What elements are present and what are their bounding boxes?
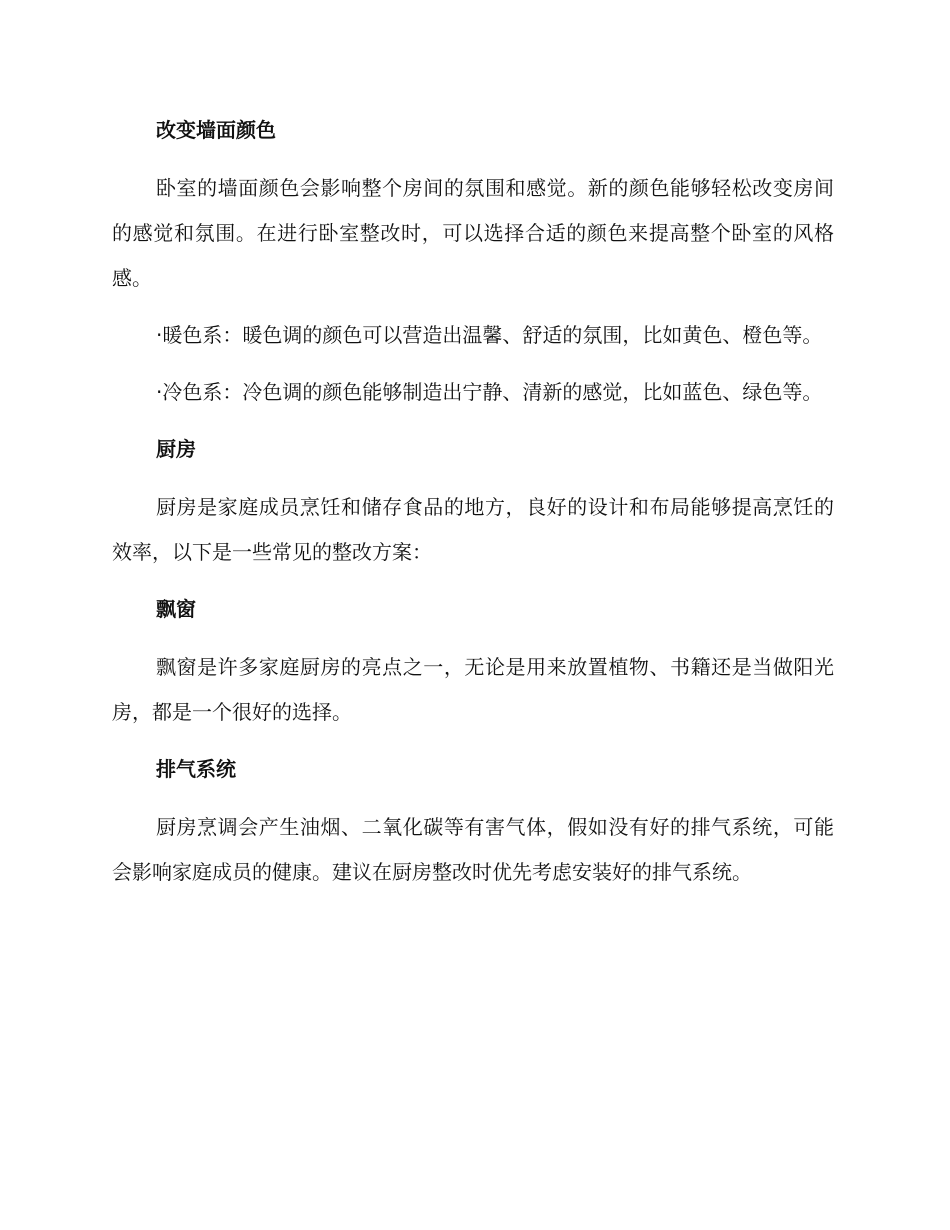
bullet-item-warm-colors (112, 313, 834, 358)
section-paragraph-wall-color: 卧室的墙面颜色会影响整个房间的氛围和感觉。新的颜色能够轻松改变房间的感觉和氛围。在进行卧室整改时，可以选择合适的颜色来提高整个卧室的风格感。 (112, 176, 834, 290)
section-paragraph-bay-window: 飘窗是许多家庭厨房的亮点之一，无论是用来放置植物、书籍还是当做阳光房，都是一个很好的选择。 (112, 655, 834, 724)
section-paragraph-exhaust-system: 厨房烹调会产生油烟、二氧化碳等有害气体，假如没有好的排气系统，可能会影响家庭成员的健康。建议在厨房整改时优先考虑安装好的排气系统。 (112, 815, 834, 884)
bullet-marker: · (156, 323, 163, 347)
document-body (112, 108, 834, 907)
section-paragraph-kitchen: 厨房是家庭成员烹饪和储存食品的地方，良好的设计和布局能够提高烹饪的效率，以下是一些常见的整改方案： (112, 495, 834, 564)
bullet-item-cool-colors (112, 370, 834, 415)
section-heading-wall-color: 改变墙面颜色 (156, 118, 276, 142)
section-heading-bay-window: 飘窗 (156, 597, 196, 621)
section-heading-kitchen: 厨房 (156, 437, 196, 461)
bullet-text: 冷色系：冷色调的颜色能够制造出宁静、清新的感觉，比如蓝色、绿色等。 (162, 380, 823, 404)
section-heading-exhaust-system: 排气系统 (156, 757, 236, 781)
bullet-marker: · (156, 380, 163, 404)
bullet-text: 暖色系：暖色调的颜色可以营造出温馨、舒适的氛围，比如黄色、橙色等。 (162, 323, 823, 347)
